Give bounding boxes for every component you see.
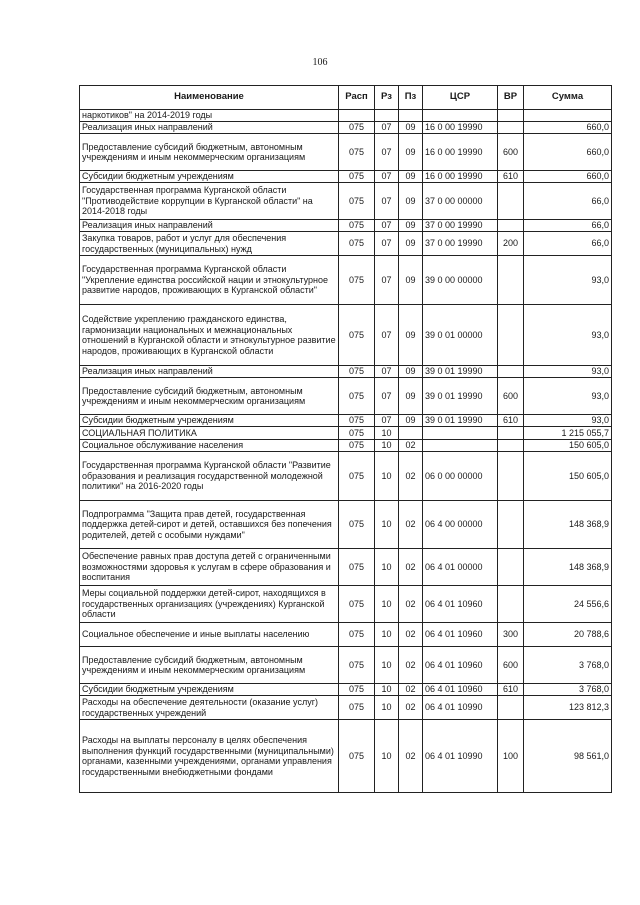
row-csr-cell: 39 0 00 00000 <box>423 256 498 305</box>
row-rz-cell: 10 <box>375 720 399 793</box>
table-row <box>80 452 612 501</box>
row-name-cell: наркотиков" на 2014-2019 годы <box>80 110 339 122</box>
row-pz-cell: 02 <box>399 647 423 684</box>
row-name-cell: Реализация иных направлений <box>80 366 339 378</box>
row-sum-cell: 148 368,9 <box>524 501 612 549</box>
page-number: 106 <box>312 57 328 68</box>
row-name-cell: Государственная программа Курганской области "Развитие образования и реализация государственной молодежной политики" на 2016-2020 годы <box>80 452 339 501</box>
row-vr-cell <box>498 110 524 122</box>
row-rasp-cell: 075 <box>339 305 375 366</box>
row-pz-cell: 09 <box>399 183 423 220</box>
table-row <box>80 256 612 305</box>
row-vr-cell: 200 <box>498 232 524 256</box>
table-row <box>80 623 612 647</box>
row-csr-cell: 06 0 00 00000 <box>423 452 498 501</box>
row-vr-cell <box>498 696 524 720</box>
row-sum-cell: 93,0 <box>524 305 612 366</box>
row-pz-cell: 09 <box>399 171 423 183</box>
row-pz-cell: 09 <box>399 305 423 366</box>
header-csr: ЦСР <box>423 86 498 110</box>
row-vr-cell: 600 <box>498 378 524 415</box>
row-csr-cell: 39 0 01 19990 <box>423 378 498 415</box>
row-csr-cell: 06 4 01 10960 <box>423 647 498 684</box>
row-pz-cell: 09 <box>399 378 423 415</box>
row-name-cell: Субсидии бюджетным учреждениям <box>80 171 339 183</box>
table-row <box>80 586 612 623</box>
table-row <box>80 549 612 586</box>
row-vr-cell <box>498 220 524 232</box>
row-rasp-cell: 075 <box>339 122 375 134</box>
row-rz-cell: 10 <box>375 440 399 452</box>
table-header-row <box>80 86 612 110</box>
row-rasp-cell: 075 <box>339 586 375 623</box>
row-csr-cell <box>423 110 498 122</box>
table-row <box>80 647 612 684</box>
row-rasp-cell: 075 <box>339 415 375 427</box>
row-sum-cell: 148 368,9 <box>524 549 612 586</box>
row-rasp-cell <box>339 110 375 122</box>
row-vr-cell <box>498 122 524 134</box>
row-pz-cell: 09 <box>399 134 423 171</box>
row-rz-cell: 07 <box>375 305 399 366</box>
table-row <box>80 305 612 366</box>
row-sum-cell: 20 788,6 <box>524 623 612 647</box>
row-rz-cell: 07 <box>375 232 399 256</box>
header-vr: ВР <box>498 86 524 110</box>
budget-table <box>79 85 612 793</box>
row-csr-cell: 06 4 01 10960 <box>423 684 498 696</box>
table-row <box>80 720 612 793</box>
row-csr-cell: 39 0 01 00000 <box>423 305 498 366</box>
row-vr-cell: 300 <box>498 623 524 647</box>
row-rasp-cell: 075 <box>339 452 375 501</box>
row-pz-cell: 09 <box>399 122 423 134</box>
row-pz-cell: 09 <box>399 232 423 256</box>
row-sum-cell: 93,0 <box>524 415 612 427</box>
row-vr-cell <box>498 256 524 305</box>
row-vr-cell <box>498 549 524 586</box>
row-pz-cell: 09 <box>399 415 423 427</box>
row-csr-cell: 06 4 01 10960 <box>423 623 498 647</box>
row-name-cell: Содействие укреплению гражданского единства, гармонизации национальных и межнациональных отношений в Курганской области и этнокультурное развитие народов, проживающих в Курганской области <box>80 305 339 366</box>
row-rz-cell: 07 <box>375 378 399 415</box>
header-sum: Сумма <box>524 86 612 110</box>
row-rasp-cell: 075 <box>339 220 375 232</box>
row-sum-cell: 660,0 <box>524 171 612 183</box>
row-pz-cell: 02 <box>399 501 423 549</box>
row-csr-cell: 16 0 00 19990 <box>423 134 498 171</box>
row-rasp-cell: 075 <box>339 501 375 549</box>
row-rasp-cell: 075 <box>339 378 375 415</box>
row-name-cell: Реализация иных направлений <box>80 220 339 232</box>
row-vr-cell <box>498 586 524 623</box>
table-row <box>80 220 612 232</box>
row-sum-cell: 150 605,0 <box>524 452 612 501</box>
row-sum-cell <box>524 110 612 122</box>
table-row <box>80 415 612 427</box>
row-rasp-cell: 075 <box>339 720 375 793</box>
row-sum-cell: 1 215 055,7 <box>524 427 612 440</box>
row-name-cell: Социальное обеспечение и иные выплаты населению <box>80 623 339 647</box>
row-name-cell: Субсидии бюджетным учреждениям <box>80 684 339 696</box>
table-row <box>80 122 612 134</box>
row-csr-cell: 16 0 00 19990 <box>423 171 498 183</box>
row-rz-cell: 07 <box>375 183 399 220</box>
table-row <box>80 696 612 720</box>
row-sum-cell: 660,0 <box>524 134 612 171</box>
row-sum-cell: 98 561,0 <box>524 720 612 793</box>
table-row <box>80 171 612 183</box>
row-sum-cell: 3 768,0 <box>524 647 612 684</box>
row-pz-cell <box>399 110 423 122</box>
row-name-cell: Предоставление субсидий бюджетным, автономным учреждениям и иным некоммерческим организациям <box>80 378 339 415</box>
row-rz-cell: 10 <box>375 586 399 623</box>
row-vr-cell <box>498 366 524 378</box>
row-vr-cell: 610 <box>498 171 524 183</box>
table-body <box>80 110 612 793</box>
row-vr-cell <box>498 183 524 220</box>
header-name: Наименование <box>80 86 339 110</box>
row-rz-cell: 07 <box>375 134 399 171</box>
row-name-cell: Меры социальной поддержки детей-сирот, находящихся в государственных организациях (учреждениях) Курганской области <box>80 586 339 623</box>
row-rz-cell: 10 <box>375 549 399 586</box>
row-sum-cell: 66,0 <box>524 232 612 256</box>
row-csr-cell: 06 4 01 10990 <box>423 696 498 720</box>
row-rasp-cell: 075 <box>339 171 375 183</box>
row-sum-cell: 66,0 <box>524 220 612 232</box>
row-rz-cell <box>375 110 399 122</box>
row-sum-cell: 93,0 <box>524 378 612 415</box>
table-row <box>80 378 612 415</box>
row-rz-cell: 10 <box>375 684 399 696</box>
row-rasp-cell: 075 <box>339 440 375 452</box>
row-vr-cell: 100 <box>498 720 524 793</box>
row-sum-cell: 93,0 <box>524 366 612 378</box>
row-name-cell: Государственная программа Курганской области "Противодействие коррупции в Курганской области" на 2014-2018 годы <box>80 183 339 220</box>
row-pz-cell <box>399 427 423 440</box>
row-rasp-cell: 075 <box>339 696 375 720</box>
row-sum-cell: 24 556,6 <box>524 586 612 623</box>
table-row <box>80 501 612 549</box>
row-pz-cell: 02 <box>399 684 423 696</box>
table-row <box>80 183 612 220</box>
row-sum-cell: 66,0 <box>524 183 612 220</box>
row-sum-cell: 660,0 <box>524 122 612 134</box>
row-csr-cell: 37 0 00 19990 <box>423 220 498 232</box>
row-pz-cell: 02 <box>399 720 423 793</box>
row-pz-cell: 02 <box>399 586 423 623</box>
row-rz-cell: 07 <box>375 220 399 232</box>
row-rasp-cell: 075 <box>339 256 375 305</box>
row-csr-cell: 06 4 01 00000 <box>423 549 498 586</box>
row-pz-cell: 02 <box>399 440 423 452</box>
row-name-cell: Предоставление субсидий бюджетным, автономным учреждениям и иным некоммерческим организациям <box>80 134 339 171</box>
row-vr-cell <box>498 501 524 549</box>
row-rasp-cell: 075 <box>339 684 375 696</box>
row-rasp-cell: 075 <box>339 427 375 440</box>
row-pz-cell: 09 <box>399 220 423 232</box>
row-vr-cell: 610 <box>498 415 524 427</box>
row-vr-cell: 600 <box>498 647 524 684</box>
row-csr-cell: 06 4 01 10990 <box>423 720 498 793</box>
row-sum-cell: 150 605,0 <box>524 440 612 452</box>
row-sum-cell: 123 812,3 <box>524 696 612 720</box>
row-vr-cell <box>498 427 524 440</box>
row-csr-cell: 37 0 00 00000 <box>423 183 498 220</box>
row-rz-cell: 10 <box>375 696 399 720</box>
table-row <box>80 427 612 440</box>
row-rasp-cell: 075 <box>339 232 375 256</box>
row-name-cell: СОЦИАЛЬНАЯ ПОЛИТИКА <box>80 427 339 440</box>
row-name-cell: Субсидии бюджетным учреждениям <box>80 415 339 427</box>
row-pz-cell: 09 <box>399 366 423 378</box>
header-rasp: Расп <box>339 86 375 110</box>
row-name-cell: Подпрограмма "Защита прав детей, государственная поддержка детей-сирот и детей, оставшихся без попечения родителей, детей с особыми нуждами" <box>80 501 339 549</box>
row-vr-cell <box>498 305 524 366</box>
table-row <box>80 110 612 122</box>
row-rz-cell: 07 <box>375 122 399 134</box>
row-name-cell: Социальное обслуживание населения <box>80 440 339 452</box>
row-rz-cell: 10 <box>375 427 399 440</box>
row-rz-cell: 10 <box>375 647 399 684</box>
row-csr-cell: 06 4 01 10960 <box>423 586 498 623</box>
row-rz-cell: 07 <box>375 366 399 378</box>
row-name-cell: Обеспечение равных прав доступа детей с ограниченными возможностями здоровья к услугам в сфере образования и воспитания <box>80 549 339 586</box>
row-rasp-cell: 075 <box>339 623 375 647</box>
table-row <box>80 134 612 171</box>
row-csr-cell: 39 0 01 19990 <box>423 366 498 378</box>
row-csr-cell <box>423 427 498 440</box>
row-sum-cell: 3 768,0 <box>524 684 612 696</box>
row-pz-cell: 02 <box>399 696 423 720</box>
header-pz: Пз <box>399 86 423 110</box>
row-vr-cell <box>498 452 524 501</box>
row-rz-cell: 07 <box>375 415 399 427</box>
row-csr-cell: 06 4 00 00000 <box>423 501 498 549</box>
row-csr-cell <box>423 440 498 452</box>
row-pz-cell: 09 <box>399 256 423 305</box>
row-vr-cell <box>498 440 524 452</box>
row-rz-cell: 10 <box>375 501 399 549</box>
row-sum-cell: 93,0 <box>524 256 612 305</box>
row-rasp-cell: 075 <box>339 366 375 378</box>
row-pz-cell: 02 <box>399 452 423 501</box>
row-vr-cell: 600 <box>498 134 524 171</box>
row-rasp-cell: 075 <box>339 549 375 586</box>
header-rz: Рз <box>375 86 399 110</box>
row-name-cell: Расходы на выплаты персоналу в целях обеспечения выполнения функций государственными (муниципальными) органами, казенными учреждениями, органами управления государственными внебюджетными фондами <box>80 720 339 793</box>
row-pz-cell: 02 <box>399 623 423 647</box>
row-csr-cell: 16 0 00 19990 <box>423 122 498 134</box>
table-row <box>80 232 612 256</box>
row-rz-cell: 07 <box>375 256 399 305</box>
row-rz-cell: 10 <box>375 623 399 647</box>
row-name-cell: Закупка товаров, работ и услуг для обеспечения государственных (муниципальных) нужд <box>80 232 339 256</box>
row-name-cell: Расходы на обеспечение деятельности (оказание услуг) государственных учреждений <box>80 696 339 720</box>
row-pz-cell: 02 <box>399 549 423 586</box>
row-name-cell: Реализация иных направлений <box>80 122 339 134</box>
row-name-cell: Государственная программа Курганской области "Укрепление единства российской нации и этнокультурное развитие народов, проживающих в Курганской области" <box>80 256 339 305</box>
row-rz-cell: 07 <box>375 171 399 183</box>
row-name-cell: Предоставление субсидий бюджетным, автономным учреждениям и иным некоммерческим организациям <box>80 647 339 684</box>
row-rz-cell: 10 <box>375 452 399 501</box>
row-rasp-cell: 075 <box>339 134 375 171</box>
row-vr-cell: 610 <box>498 684 524 696</box>
row-rasp-cell: 075 <box>339 183 375 220</box>
table-row <box>80 440 612 452</box>
row-csr-cell: 39 0 01 19990 <box>423 415 498 427</box>
row-rasp-cell: 075 <box>339 647 375 684</box>
table-row <box>80 684 612 696</box>
row-csr-cell: 37 0 00 19990 <box>423 232 498 256</box>
table-row <box>80 366 612 378</box>
